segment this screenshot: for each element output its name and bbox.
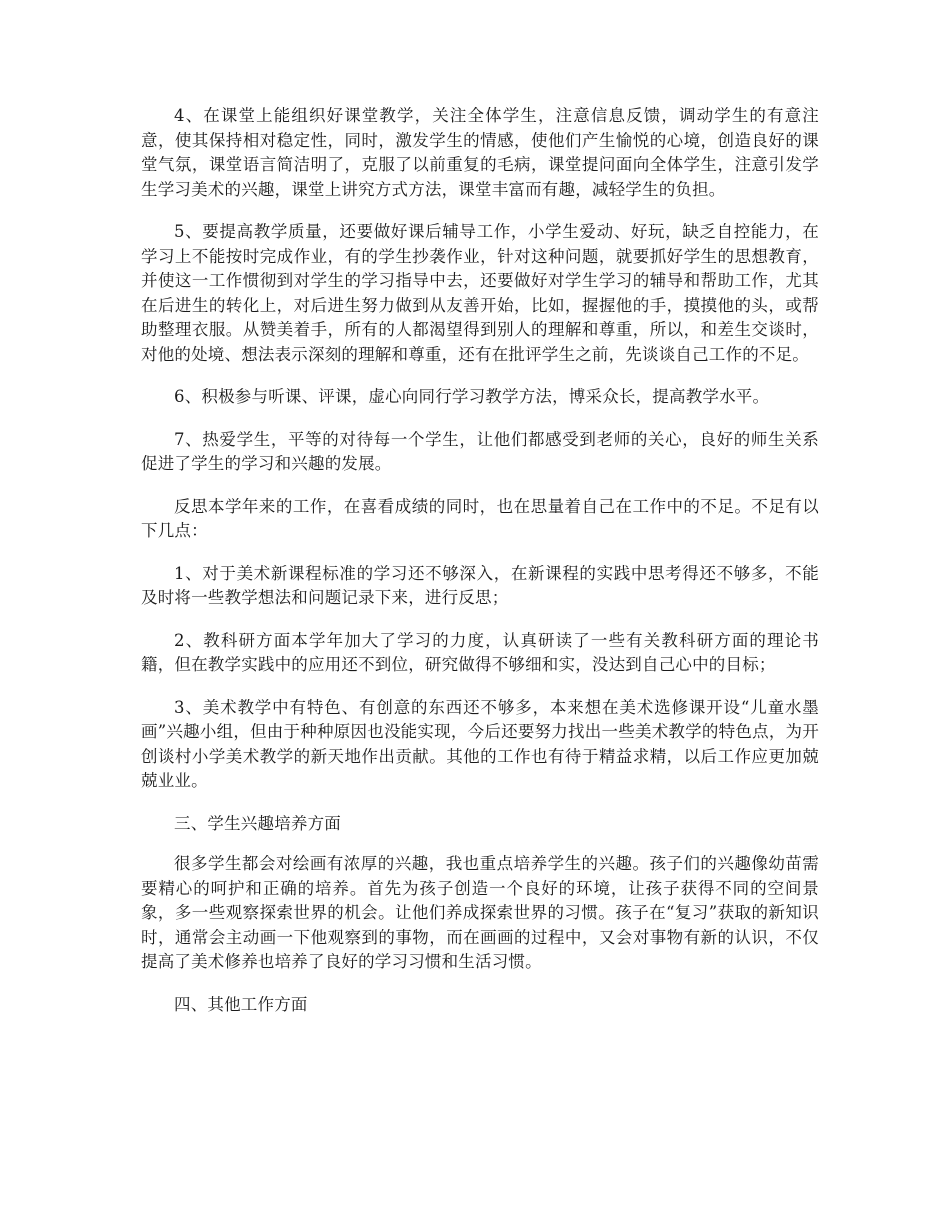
paragraph-item-6: 6、积极参与听课、评课，虚心向同行学习教学方法，博采众长，提高教学水平。 (174, 387, 770, 406)
paragraph-shortcoming-2: 2、教科研方面本学年加大了学习的力度，认真研读了一些有关教科研方面的理论书籍，但在教学实践中的应用还不到位，研究做得不够细和实，没达到自己心中的目标； (141, 630, 819, 674)
section-heading-other-work: 四、其他工作方面 (174, 994, 308, 1014)
paragraph-item-5: 5、要提高教学质量，还要做好课后辅导工作，小学生爱动、好玩，缺乏自控能力，在学习上不能按时完成作业，有的学生抄袭作业，针对这种问题，就要抓好学生的思想教育，并使这一工作惯彻到对学生的学习指导中去，还要做好对学生学习的辅导和帮助工作，尤其在后进生的转化上，对后进生努力做到从友善开始，比如，握握他的手，摸摸他的头，或帮助整理衣服。从赞美着手，所有的人都渴望得到别人的理解和尊重，所以，和差生交谈时，对他的处境、想法表示深刻的理解和尊重，还有在批评学生之前，先谈谈自己工作的不足。 (141, 222, 819, 364)
paragraph-reflection-intro: 反思本学年来的工作，在喜看成绩的同时，也在思量着自己在工作中的不足。不足有以下几点： (141, 496, 819, 540)
paragraph-item-7: 7、热爱学生，平等的对待每一个学生，让他们都感受到老师的关心，良好的师生关系促进了学生的学习和兴趣的发展。 (141, 429, 819, 473)
paragraph-item-4: 4、在课堂上能组织好课堂教学，关注全体学生，注意信息反馈，调动学生的有意注意，使其保持相对稳定性，同时，激发学生的情感，使他们产生愉悦的心境，创造良好的课堂气氛，课堂语言简洁明了，克服了以前重复的毛病，课堂提问面向全体学生，注意引发学生学习美术的兴趣，课堂上讲究方式方法，课堂丰富而有趣，减轻学生的负担。 (141, 106, 819, 199)
paragraph-shortcoming-3: 3、美术教学中有特色、有创意的东西还不够多，本来想在美术选修课开设“儿童水墨画”兴趣小组，但由于种种原因也没能实现，今后还要努力找出一些美术教学的特色点，为开创谈村小学美术教学的新天地作出贡献。其他的工作也有待于精益求精，以后工作应更加兢兢业业。 (141, 697, 819, 790)
paragraph-interest-body: 很多学生都会对绘画有浓厚的兴趣，我也重点培养学生的兴趣。孩子们的兴趣像幼苗需要精心的呵护和正确的培养。首先为孩子创造一个良好的环境，让孩子获得不同的空间景象，多一些观察探索世界的机会。让他们养成探索世界的习惯。孩子在“复习”获取的新知识时，通常会主动画一下他观察到的事物，而在画画的过程中，又会对事物有新的认识，不仅提高了美术修养也培养了良好的学习习惯和生活习惯。 (141, 854, 819, 971)
paragraph-shortcoming-1: 1、对于美术新课程标准的学习还不够深入，在新课程的实践中思考得还不够多，不能及时将一些教学想法和问题记录下来，进行反思； (141, 563, 819, 607)
section-heading-interest: 三、学生兴趣培养方面 (174, 813, 341, 833)
